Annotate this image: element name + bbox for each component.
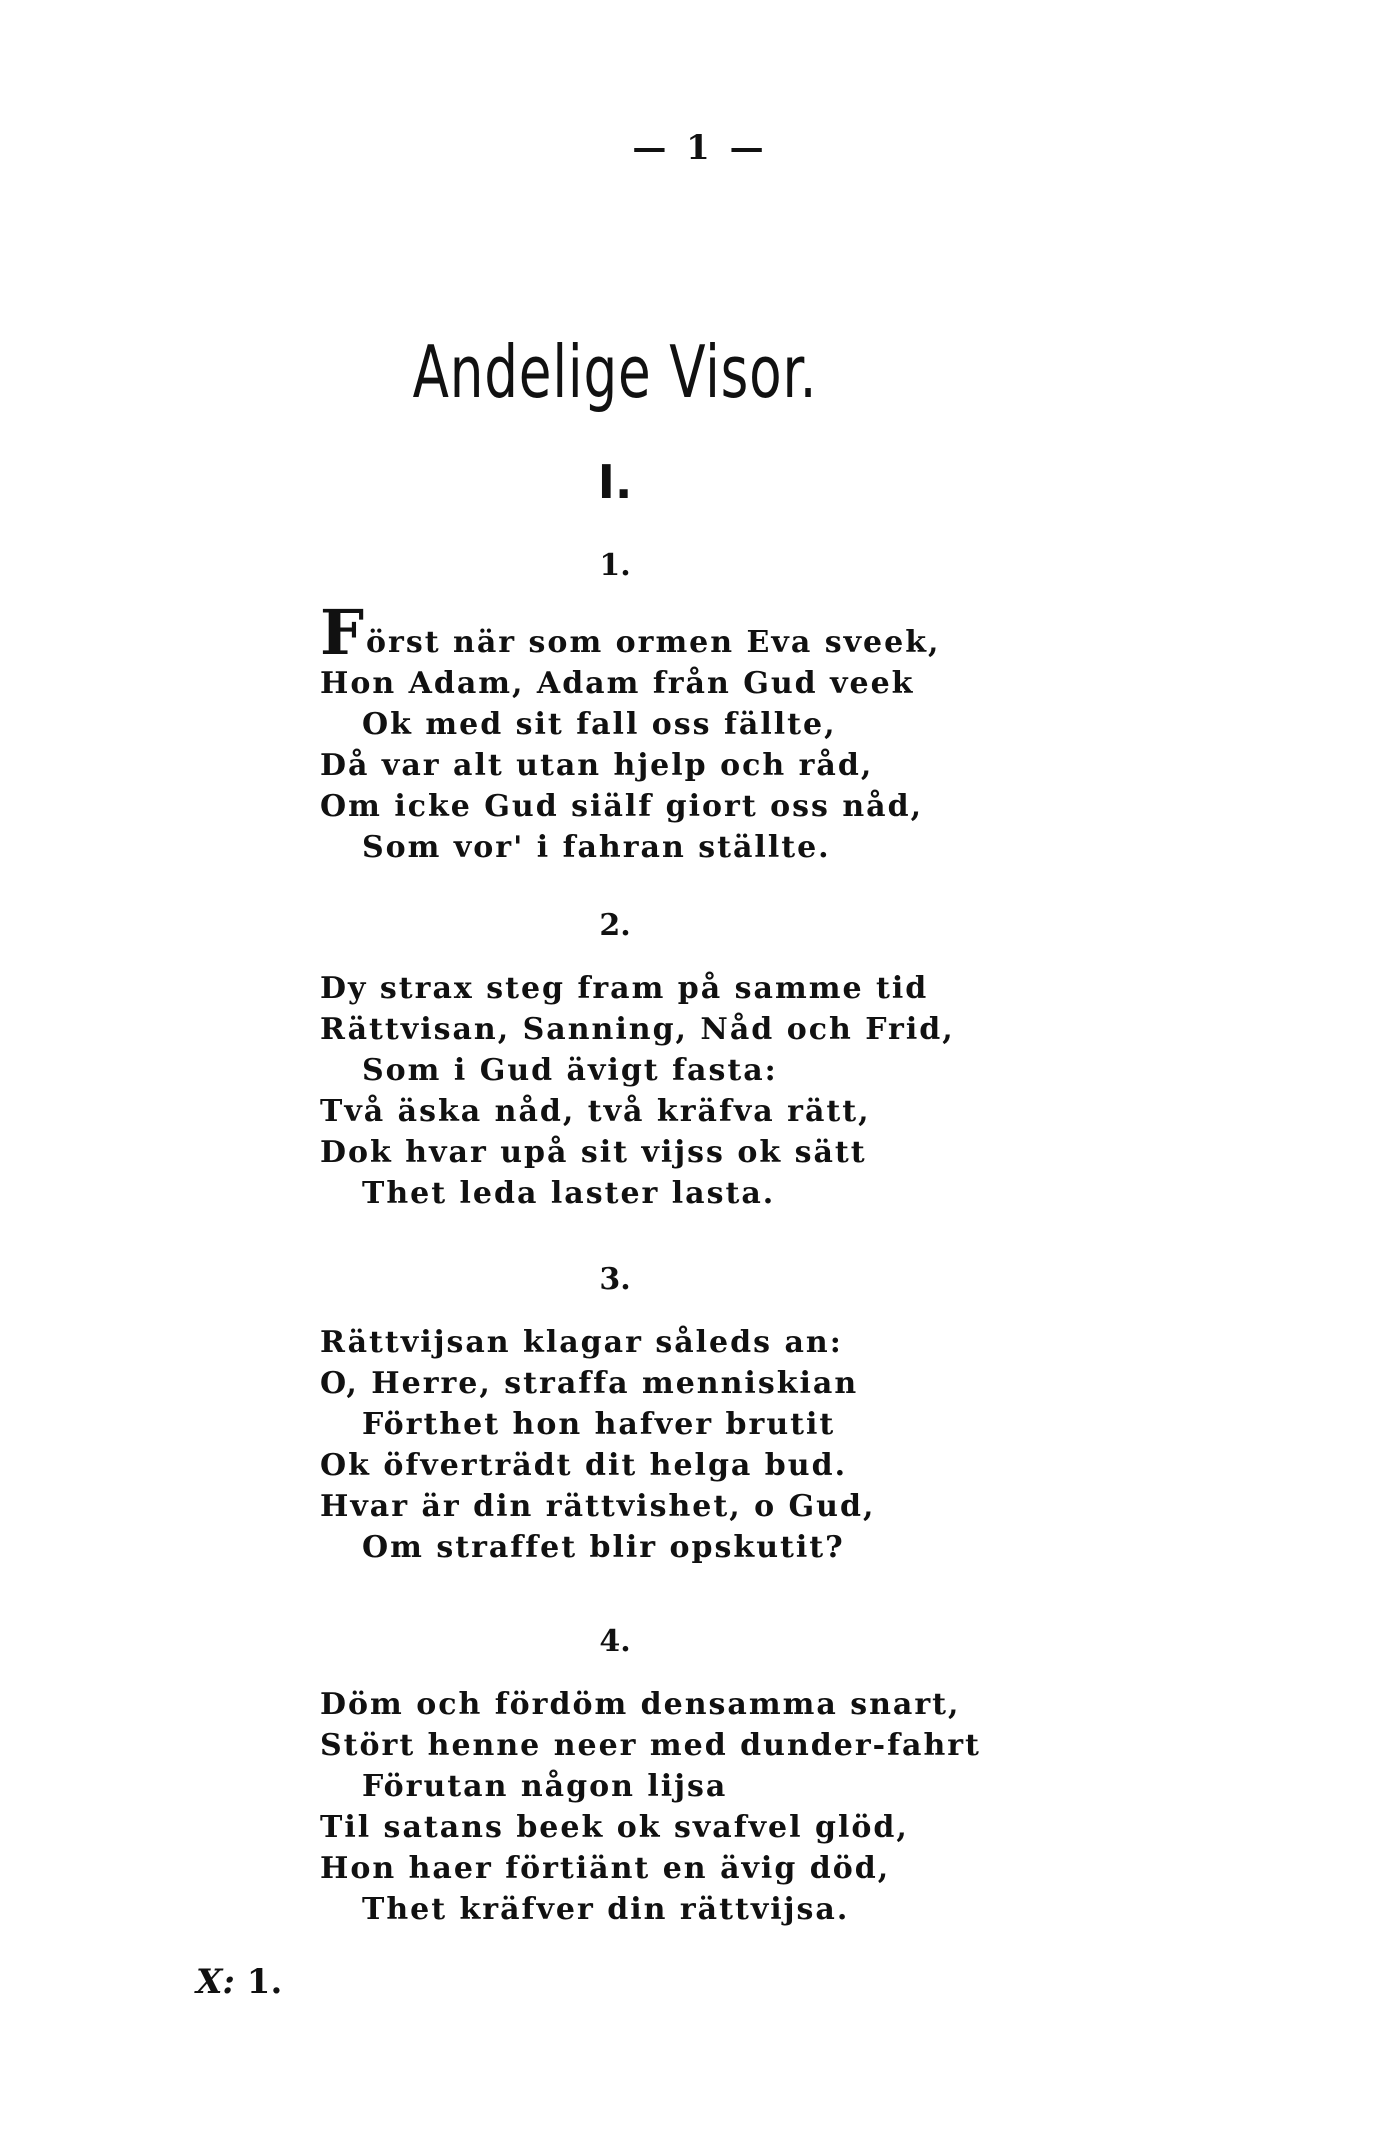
stanza — [320, 596, 980, 868]
stanza-number: 1. — [599, 548, 631, 583]
verse-line: Förthet hon hafver brutit — [362, 1407, 836, 1442]
verse-line: Hvar är din rättvishet, o Gud, — [320, 1489, 876, 1524]
page-title: Andelige Visor. — [412, 330, 818, 414]
verse-line: Om icke Gud siälf giort oss nåd, — [320, 789, 924, 824]
verse-line: Som i Gud ävigt fasta: — [362, 1053, 778, 1088]
verse-line: Hon Adam, Adam från Gud veek — [320, 666, 915, 701]
drop-cap: F — [320, 596, 367, 669]
stanza-number: 3. — [599, 1262, 631, 1297]
verse-line: Då var alt utan hjelp och råd, — [320, 748, 874, 783]
verse-line: Två äska nåd, två kräfva rätt, — [320, 1094, 871, 1129]
verse-line: Döm och fördöm densamma snart, — [320, 1687, 961, 1722]
stanza — [320, 1684, 980, 1930]
verse-line: Om straffet blir opskutit? — [362, 1530, 845, 1565]
page-header: — 1 — — [632, 128, 768, 168]
part-number: I. — [597, 455, 633, 509]
signature-letter: X: — [196, 1962, 235, 2002]
verse-line: Förutan någon lijsa — [362, 1769, 728, 1804]
verse-line: Thet leda laster lasta. — [362, 1176, 776, 1211]
verse-line: Ok med sit fall oss fällte, — [362, 707, 837, 742]
verse-line: Som vor' i fahran ställte. — [362, 830, 831, 865]
stanza-number: 2. — [599, 908, 631, 943]
verse-line: Ok öfverträdt dit helga bud. — [320, 1448, 848, 1483]
signature-number: 1. — [246, 1962, 283, 2002]
signature-mark — [196, 1962, 282, 2002]
stanza — [320, 1322, 980, 1568]
verse-line: Til satans beek ok svafvel glöd, — [320, 1810, 909, 1845]
verse-line: Dy strax steg fram på samme tid — [320, 971, 929, 1006]
verse-line: Stört henne neer med dunder-fahrt — [320, 1728, 981, 1763]
verse-line: Hon haer förtiänt en ävig död, — [320, 1851, 891, 1886]
stanza-number: 4. — [599, 1624, 631, 1659]
verse-line: O, Herre, straffa menniskian — [320, 1366, 859, 1401]
verse-line: Dok hvar upå sit vijss ok sätt — [320, 1135, 867, 1170]
verse-line: Först när som ormen Eva sveek, — [320, 596, 941, 669]
stanza — [320, 968, 980, 1214]
verse-line: Thet kräfver din rättvijsa. — [362, 1892, 850, 1927]
verse-line: Rättvisan, Sanning, Nåd och Frid, — [320, 1012, 955, 1047]
verse-line: Rättvijsan klagar såleds an: — [320, 1325, 843, 1360]
